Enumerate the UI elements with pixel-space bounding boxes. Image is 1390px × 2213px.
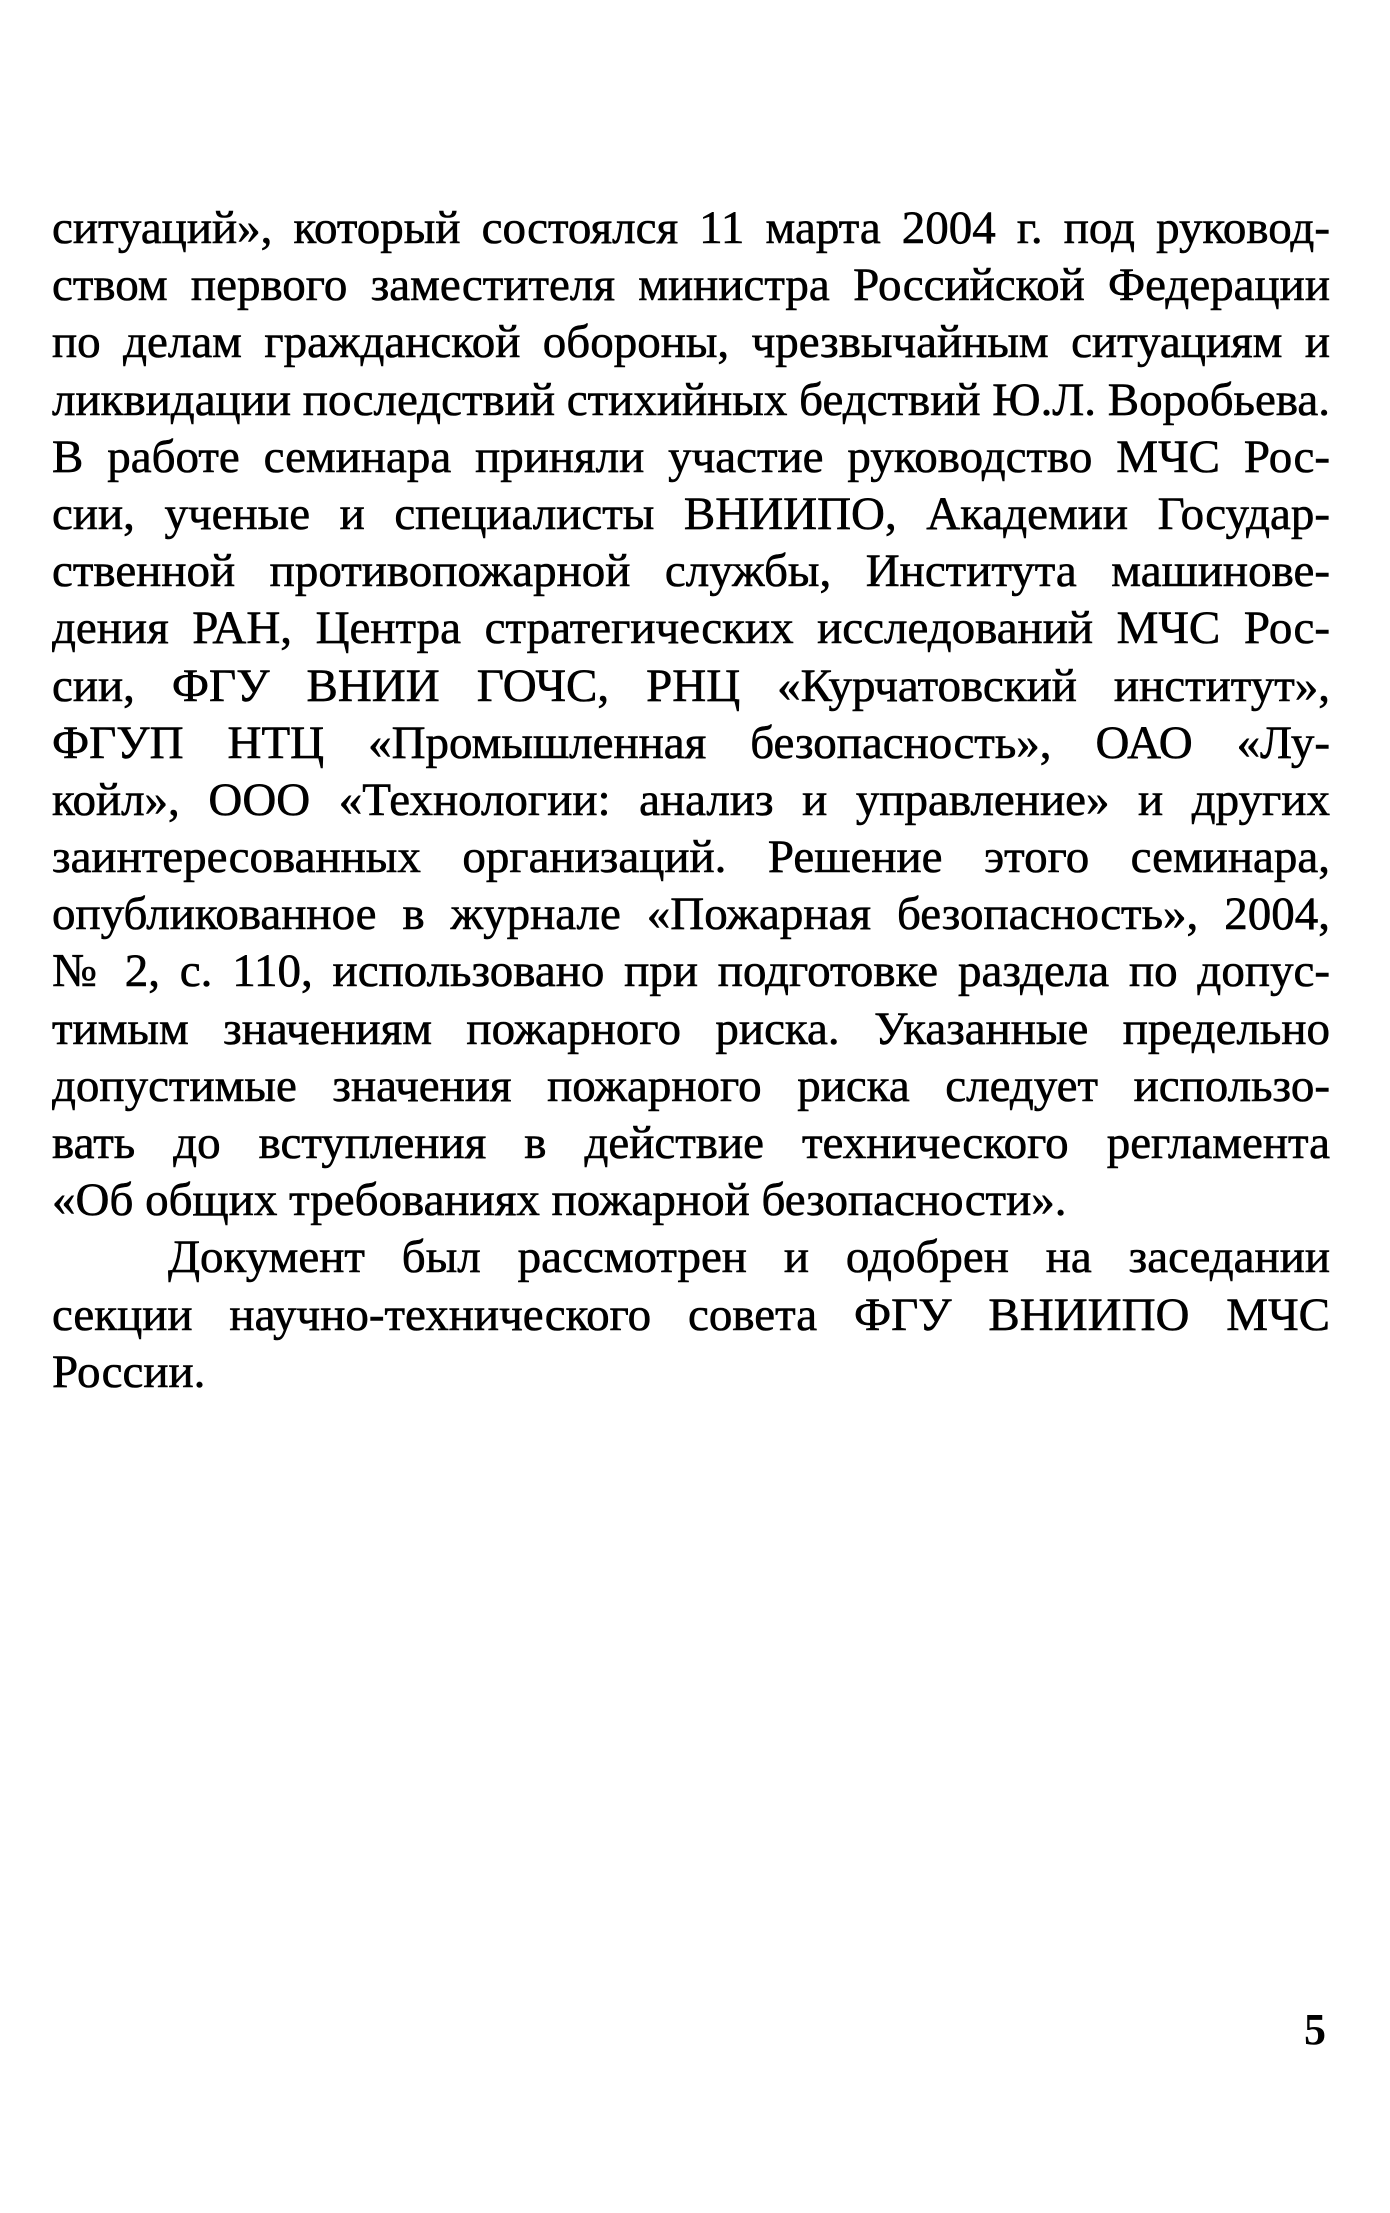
paragraph-1-line-5: В работе семинара приняли участие руководство МЧС Рос- bbox=[52, 430, 1330, 483]
paragraph-1-line-17: вать до вступления в действие технического регламента bbox=[52, 1117, 1330, 1169]
paragraph-1-line-3: по делам гражданской обороны, чрезвычайным ситуациям и bbox=[52, 316, 1330, 369]
paragraph-1-line-6: сии, ученые и специалисты ВНИИПО, Академии Государ- bbox=[52, 487, 1330, 540]
paragraph-1-line-1: ситуаций», который состоялся 11 марта 2004 г. под руковод- bbox=[52, 202, 1330, 254]
paragraph-1-line-2: ством первого заместителя министра Российской Федерации bbox=[52, 259, 1330, 312]
paragraph-2-line-3: России. bbox=[52, 1345, 206, 1398]
body-text bbox=[52, 200, 1330, 1401]
page-number: 5 bbox=[1304, 2005, 1326, 2054]
paragraph-1-line-7: ственной противопожарной службы, Института машинове- bbox=[52, 545, 1330, 598]
paragraph-1-line-12: заинтересованных организаций. Решение этого семинара, bbox=[52, 831, 1330, 884]
paragraph-1-line-10: ФГУП НТЦ «Промышленная безопасность», ОАО «Лу- bbox=[52, 716, 1330, 769]
paragraph-1-line-9: сии, ФГУ ВНИИ ГОЧС, РНЦ «Курчатовский институт», bbox=[52, 659, 1330, 712]
paragraph-1-line-18: «Об общих требованиях пожарной безопасности». bbox=[52, 1174, 1067, 1227]
paragraph-1-line-8: дения РАН, Центра стратегических исследований МЧС Рос- bbox=[52, 602, 1330, 655]
paragraph-1-line-14: № 2, с. 110, использовано при подготовке раздела по допус- bbox=[52, 945, 1330, 998]
paragraph-1-line-4: ликвидации последствий стихийных бедствий Ю.Л. Воробьева. bbox=[52, 373, 1330, 426]
paragraph-1-line-16: допустимые значения пожарного риска следует использо- bbox=[52, 1059, 1330, 1112]
paragraph-1-line-15: тимым значениям пожарного риска. Указанные предельно bbox=[52, 1002, 1330, 1055]
paragraph-2-line-1: Документ был рассмотрен и одобрен на заседании bbox=[168, 1231, 1330, 1284]
paragraph-1-line-13: опубликованное в журнале «Пожарная безопасность», 2004, bbox=[52, 888, 1330, 941]
paragraph-1-line-11: койл», ООО «Технологии: анализ и управление» и других bbox=[52, 773, 1330, 826]
paragraph-2-line-2: секции научно-технического совета ФГУ ВНИИПО МЧС bbox=[52, 1288, 1330, 1341]
